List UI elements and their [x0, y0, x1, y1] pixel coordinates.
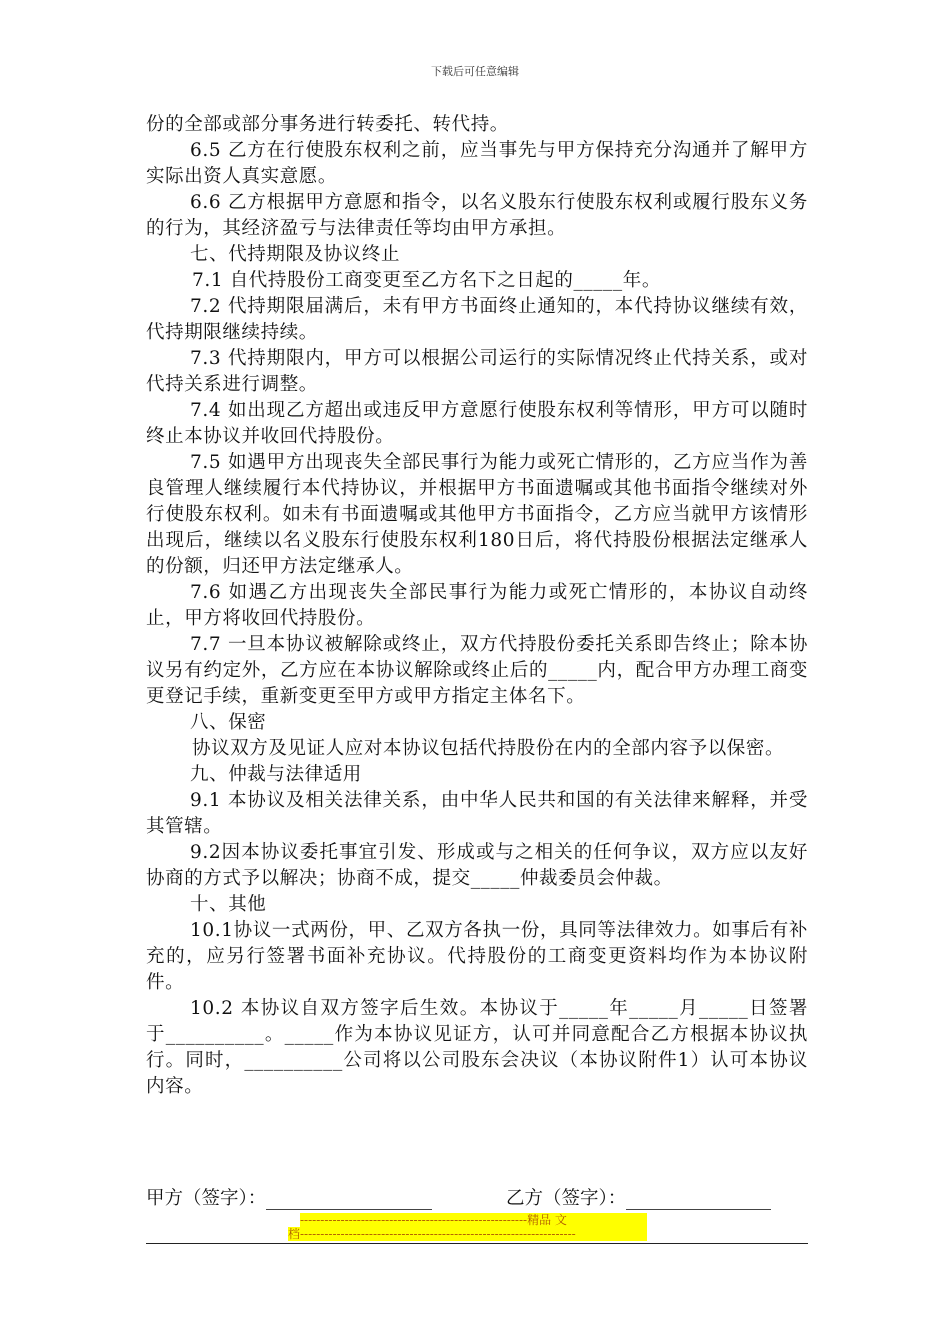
paragraph: 7.3 代持期限内，甲方可以根据公司运行的实际情况终止代持关系，或对代持关系进行调整。	[146, 348, 808, 395]
paragraph: 10.1协议一式两份，甲、乙双方各执一份，具同等法律效力。如事后有补充的，应另行签署书面补充协议。代持股份的工商变更资料均作为本协议附件。	[146, 920, 808, 993]
paragraph: 9.1 本协议及相关法律关系，由中华人民共和国的有关法律来解释，并受其管辖。	[146, 790, 808, 837]
paragraph: 份的全部或部分事务进行转委托、转代持。	[146, 114, 509, 135]
signature-line	[146, 1184, 808, 1214]
footer-rule	[146, 1243, 808, 1244]
paragraph: 7.2 代持期限届满后，未有甲方书面终止通知的，本代持协议继续有效，代持期限继续持续。	[146, 296, 808, 343]
paragraph: 6.6 乙方根据甲方意愿和指令，以名义股东行使股东权利或履行股东义务的行为，其经济盈亏与法律责任等均由甲方承担。	[146, 192, 808, 239]
paragraph: 7.7 一旦本协议被解除或终止，双方代持股份委托关系即告终止；除本协议另有约定外，乙方应在本协议解除或终止后的_____内，配合甲方办理工商变更登记手续，重新变更至甲方或甲方指定主体名下。	[146, 634, 808, 707]
paragraph: 协议双方及见证人应对本协议包括代持股份在内的全部内容予以保密。	[192, 738, 785, 759]
party-a-blank[interactable]	[266, 1191, 432, 1210]
document-body	[146, 112, 808, 1100]
page-header: 下载后可任意编辑	[431, 65, 519, 78]
party-b-signature	[506, 1184, 771, 1210]
party-b-blank[interactable]	[626, 1191, 771, 1210]
paragraph: 6.5 乙方在行使股东权利之前，应当事先与甲方保持充分沟通并了解甲方实际出资人真实意愿。	[146, 140, 808, 187]
party-a-signature	[146, 1184, 432, 1210]
party-a-label: 甲方（签字）：	[146, 1188, 267, 1209]
paragraph: 7.5 如遇甲方出现丧失全部民事行为能力或死亡情形的，乙方应当作为善良管理人继续履行本代持协议，并根据甲方书面遗嘱或其他书面指令继续对外行使股东权利。如未有书面遗嘱或其他甲方书面指令，乙方应当就甲方该情形出现后，继续以名义股东行使股东权利180日后，将代持股份根据法定继承人的份额，归还甲方法定继承人。	[146, 452, 808, 577]
paragraph: 八、保密	[190, 712, 267, 733]
paragraph: 9.2因本协议委托事宜引发、形成或与之相关的任何争议，双方应以友好协商的方式予以解决；协商不成，提交_____仲裁委员会仲裁。	[146, 842, 808, 889]
paragraph: 7.1 自代持股份工商变更至乙方名下之日起的_____年。	[192, 270, 661, 291]
paragraph: 7.4 如出现乙方超出或违反甲方意愿行使股东权利等情形，甲方可以随时终止本协议并收回代持股份。	[146, 400, 808, 447]
party-b-label: 乙方（签字）：	[506, 1188, 627, 1209]
paragraph: 10.2 本协议自双方签字后生效。本协议于_____年_____月_____日签署于__________。_____作为本协议见证方，认可并同意配合乙方根据本协议执行。同时，__________公司将以公司股东会决议（本协议附件1）认可本协议内容。	[146, 998, 808, 1097]
paragraph: 7.6 如遇乙方出现丧失全部民事行为能力或死亡情形的，本协议自动终止，甲方将收回代持股份。	[146, 582, 808, 629]
paragraph: 七、代持期限及协议终止	[190, 244, 401, 265]
paragraph: 九、仲裁与法律适用	[190, 764, 362, 785]
paragraph: 十、其他	[190, 894, 267, 915]
footer-watermark-line1: --------------------------------------------------------精品 文	[300, 1213, 647, 1227]
footer-watermark-line2: 档--------------------------------------------------------------------	[288, 1227, 647, 1241]
